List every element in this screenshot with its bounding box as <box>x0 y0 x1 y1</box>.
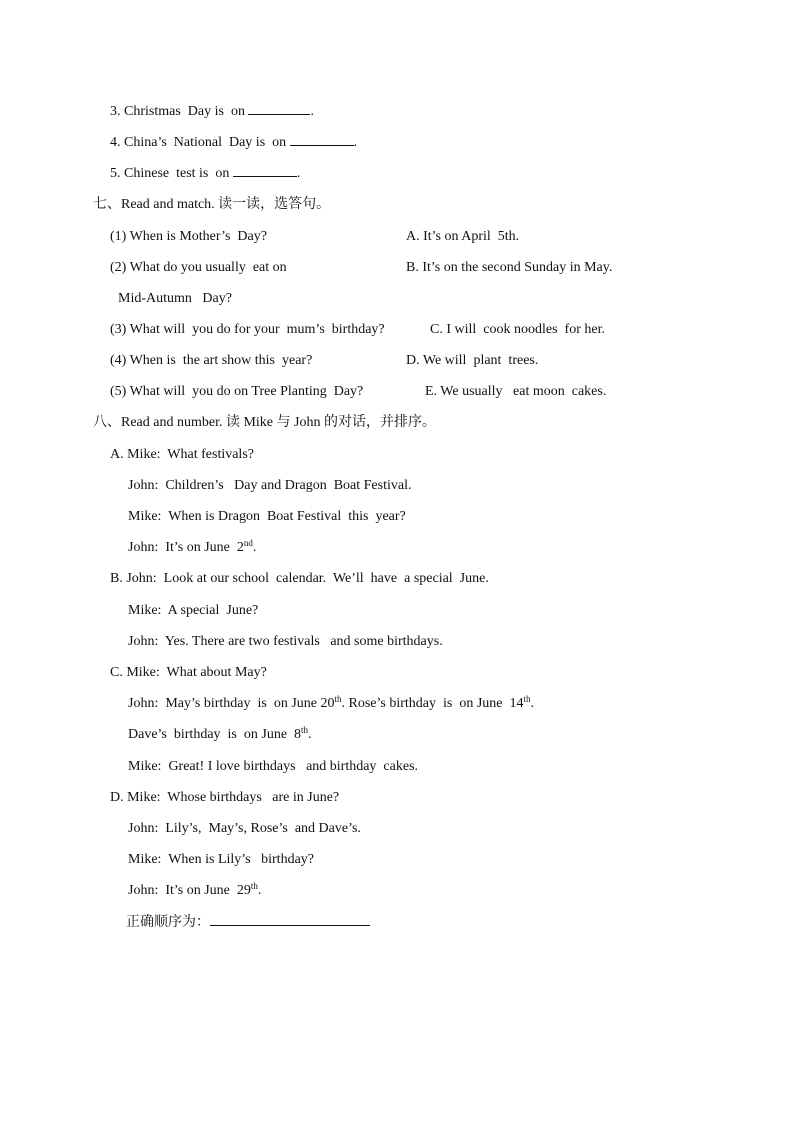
fill-item-period: . <box>296 166 301 181</box>
dialogue-a-line-4 <box>128 540 256 556</box>
ordinal-suffix: th <box>250 881 258 891</box>
match-question-1: (1) When is Mother’s Day? <box>110 229 267 244</box>
line-text: Dave’s birthday is on June 8 <box>128 727 302 742</box>
line-end: . <box>257 883 262 898</box>
fill-item-text: 3. Christmas Day is on <box>110 104 249 119</box>
answer-blank[interactable] <box>248 114 310 115</box>
dialogue-c-line-3 <box>128 727 312 743</box>
dialogue-b-line-3: John: Yes. There are two festivals and some birthdays. <box>128 634 443 649</box>
fill-item-4 <box>110 135 357 151</box>
line-text: . Rose’s birthday is on June 14 <box>341 696 524 711</box>
line-end: . <box>308 727 312 742</box>
match-answer-d: D. We will plant trees. <box>406 353 539 368</box>
dialogue-d-line-1: D. Mike: Whose birthdays are in June? <box>110 790 340 805</box>
section-8-heading: 八、Read and number. 读 Mike 与 John 的对话，并排序。 <box>93 415 436 430</box>
line-text: John: It’s on June 2 <box>128 540 244 555</box>
dialogue-c-line-2 <box>128 696 534 712</box>
fill-item-5 <box>110 166 300 182</box>
match-question-3: (3) What will you do for your mum’s birthday? <box>110 322 385 337</box>
line-end: . <box>530 696 535 711</box>
ordinal-suffix: th <box>301 725 309 735</box>
fill-item-3 <box>110 104 314 120</box>
dialogue-d-line-3: Mike: When is Lily’s birthday? <box>128 852 314 867</box>
line-text: John: May’s birthday is on June 20 <box>128 696 335 711</box>
dialogue-b-line-1: B. John: Look at our school calendar. We’ll have a special June. <box>110 571 489 586</box>
dialogue-c-line-4: Mike: Great! I love birthdays and birthday cakes. <box>128 759 419 774</box>
match-question-4: (4) When is the art show this year? <box>110 353 313 368</box>
answer-blank[interactable] <box>233 176 297 177</box>
line-text: John: It’s on June 29 <box>128 883 251 898</box>
dialogue-d-line-4 <box>128 883 261 899</box>
dialogue-a-line-1: A. Mike: What festivals? <box>110 447 254 462</box>
fill-item-period: . <box>310 104 314 119</box>
dialogue-a-line-3: Mike: When is Dragon Boat Festival this year? <box>128 509 406 524</box>
order-answer-blank[interactable] <box>210 925 370 926</box>
ordinal-suffix: th <box>334 694 342 704</box>
fill-item-text: 4. China’s National Day is on <box>110 135 290 150</box>
order-label: 正确顺序为： <box>126 915 210 930</box>
dialogue-a-line-2: John: Children’s Day and Dragon Boat Festival. <box>128 478 412 493</box>
answer-blank[interactable] <box>290 145 354 146</box>
line-end: . <box>252 540 257 555</box>
fill-item-period: . <box>353 135 358 150</box>
order-answer-line <box>126 915 370 931</box>
fill-item-text: 5. Chinese test is on <box>110 166 233 181</box>
match-question-2-cont: Mid-Autumn Day? <box>118 291 232 306</box>
dialogue-c-line-1: C. Mike: What about May? <box>110 665 267 680</box>
ordinal-suffix: th <box>523 694 531 704</box>
match-answer-c: C. I will cook noodles for her. <box>430 322 605 337</box>
match-answer-b: B. It’s on the second Sunday in May. <box>406 260 613 275</box>
match-answer-a: A. It’s on April 5th. <box>406 229 520 244</box>
match-question-2: (2) What do you usually eat on <box>110 260 287 275</box>
match-answer-e: E. We usually eat moon cakes. <box>425 384 607 399</box>
section-7-heading: 七、Read and match. 读一读，选答句。 <box>93 197 331 212</box>
dialogue-d-line-2: John: Lily’s, May’s, Rose’s and Dave’s. <box>128 821 361 836</box>
match-question-5: (5) What will you do on Tree Planting Day? <box>110 384 364 399</box>
ordinal-suffix: nd <box>243 538 253 548</box>
dialogue-b-line-2: Mike: A special June? <box>128 603 259 618</box>
